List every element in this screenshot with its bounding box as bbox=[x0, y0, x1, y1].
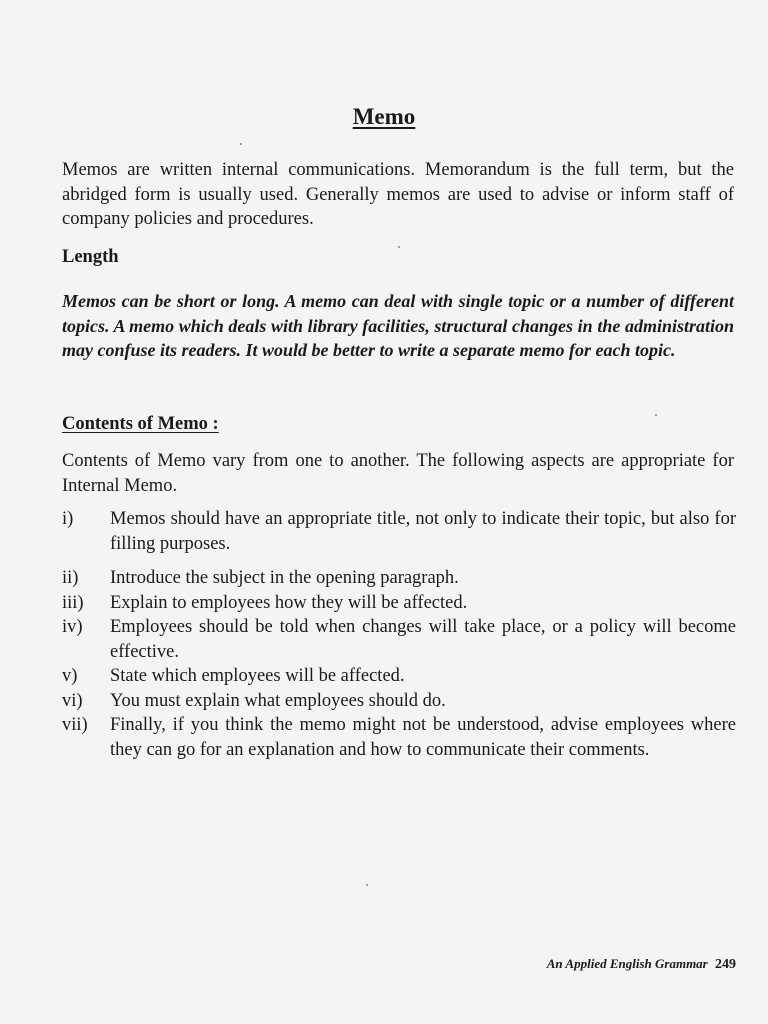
intro-paragraph: Memos are written internal communications. Memorandum is the full term, but the abridged form is usually used. Generally memos are used to advise or inform staff of company policies and procedures. bbox=[62, 160, 734, 229]
list-item-number: vii) bbox=[62, 715, 88, 735]
page-footer bbox=[547, 956, 736, 973]
list-item-text: Memos should have an appropriate title, not only to indicate their topic, but also for filling purposes. bbox=[110, 509, 736, 554]
list-item-text: State which employees will be affected. bbox=[110, 666, 405, 686]
scan-speck bbox=[240, 143, 242, 145]
footer-book-title: An Applied English Grammar bbox=[546, 956, 708, 971]
scan-speck bbox=[366, 884, 368, 886]
length-heading: Length bbox=[62, 247, 119, 267]
scan-speck bbox=[655, 414, 657, 416]
list-item-text: You must explain what employees should do. bbox=[110, 690, 446, 711]
length-paragraph: Memos can be short or long. A memo can deal with single topic or a number of different topics. A memo which deals with library facilities, structural changes in the administration may confuse its readers. It would be better to write a separate memo for each topic. bbox=[62, 291, 734, 360]
contents-intro-paragraph: Contents of Memo vary from one to another. The following aspects are appropriate for Internal Memo. bbox=[62, 451, 734, 496]
list-item bbox=[62, 566, 736, 591]
list-item bbox=[62, 591, 736, 616]
page-number: 249 bbox=[715, 957, 736, 972]
list-item bbox=[62, 664, 736, 689]
list-item-number: v) bbox=[62, 666, 78, 686]
list-item-number: ii) bbox=[62, 568, 79, 588]
list-item-number: i) bbox=[62, 509, 74, 529]
list-item bbox=[62, 689, 736, 714]
list-item bbox=[62, 615, 736, 664]
list-item-number: vi) bbox=[62, 690, 83, 711]
scan-speck bbox=[398, 246, 400, 248]
list-item-text: Explain to employees how they will be affected. bbox=[110, 592, 468, 613]
list-item bbox=[62, 507, 736, 556]
list-item bbox=[62, 713, 736, 762]
contents-list bbox=[62, 507, 736, 762]
page-title: Memo bbox=[352, 104, 416, 129]
list-item-number: iii) bbox=[62, 592, 84, 613]
list-item-number: iv) bbox=[62, 617, 83, 637]
contents-heading: Contents of Memo : bbox=[62, 414, 219, 434]
list-item-text: Introduce the subject in the opening paragraph. bbox=[110, 568, 459, 588]
list-item-text: Employees should be told when changes will take place, or a policy will become effective. bbox=[110, 617, 736, 662]
list-item-text: Finally, if you think the memo might not be understood, advise employees where they can go for an explanation and how to communicate their comments. bbox=[110, 715, 736, 760]
